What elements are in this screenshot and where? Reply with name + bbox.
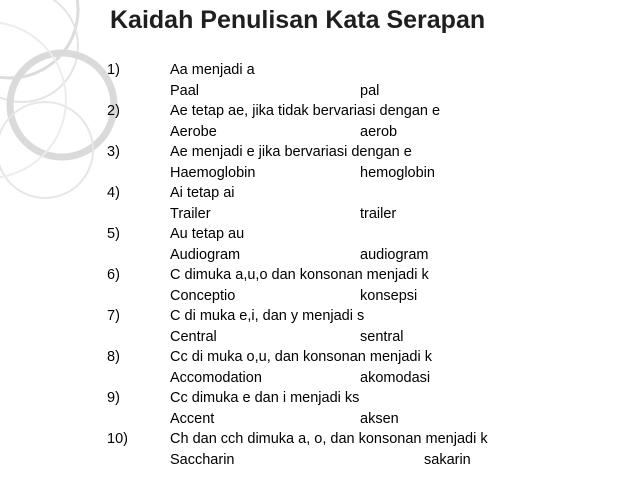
source-word: Haemoglobin [170,164,256,181]
source-word: Conceptio [170,287,236,304]
source-word: Aerobe [170,123,217,140]
rule-text: Ch dan cch dimuka a, o, dan konsonan menjadi k [170,431,488,447]
example-row [107,245,632,266]
rule-text: C dimuka a,u,o dan konsonan menjadi k [170,267,429,283]
target-word: konsepsi [360,287,418,304]
target-word: trailer [360,205,397,222]
rule-text: C di muka e,i, dan y menjadi s [170,308,365,324]
rule-row [107,388,632,409]
rule-row [107,183,632,204]
target-word: audiogram [360,246,429,263]
rule-row [107,60,632,81]
example-row [107,409,632,430]
example-row [107,81,632,102]
rule-text: Ae tetap ae, jika tidak bervariasi dengan e [170,103,441,119]
item-number: 1) [107,62,120,78]
source-word: Trailer [170,205,211,222]
rule-text: Aa menjadi a [170,62,255,78]
item-number: 9) [107,390,120,406]
example-row [107,327,632,348]
example-row [107,286,632,307]
rule-row [107,101,632,122]
example-row [107,450,632,471]
source-word: Central [170,328,217,345]
rule-text: Au tetap au [170,226,245,242]
source-word: Paal [170,82,200,99]
item-number: 2) [107,103,120,119]
decorative-circles [0,0,120,479]
rule-text: Ae menjadi e jika bervariasi dengan e [170,144,412,160]
example-row [107,163,632,184]
target-word: pal [360,82,380,99]
item-number: 5) [107,226,120,242]
rule-text: Cc dimuka e dan i menjadi ks [170,390,360,406]
target-word: akomodasi [360,369,431,386]
source-word: Audiogram [170,246,241,263]
target-word: hemoglobin [360,164,435,181]
rule-text: Ai tetap ai [170,185,235,201]
rule-text: Cc di muka o,u, dan konsonan menjadi k [170,349,432,365]
rule-row [107,429,632,450]
example-row [107,368,632,389]
target-word: sentral [360,328,404,345]
source-word: Saccharin [170,451,235,468]
rule-row [107,224,632,245]
target-word: aksen [360,410,399,427]
target-word: aerob [360,123,398,140]
rule-row [107,306,632,327]
source-word: Accent [170,410,215,427]
rule-row [107,142,632,163]
item-number: 3) [107,144,120,160]
source-word: Accomodation [170,369,262,386]
item-number: 4) [107,185,120,201]
example-row [107,122,632,143]
page-title: Kaidah Penulisan Kata Serapan [110,6,486,34]
rule-row [107,347,632,368]
item-number: 8) [107,349,120,365]
rules-list [107,60,632,470]
item-number: 10) [107,431,128,447]
item-number: 6) [107,267,120,283]
rule-row [107,265,632,286]
target-word: sakarin [424,451,471,468]
item-number: 7) [107,308,120,324]
example-row [107,204,632,225]
